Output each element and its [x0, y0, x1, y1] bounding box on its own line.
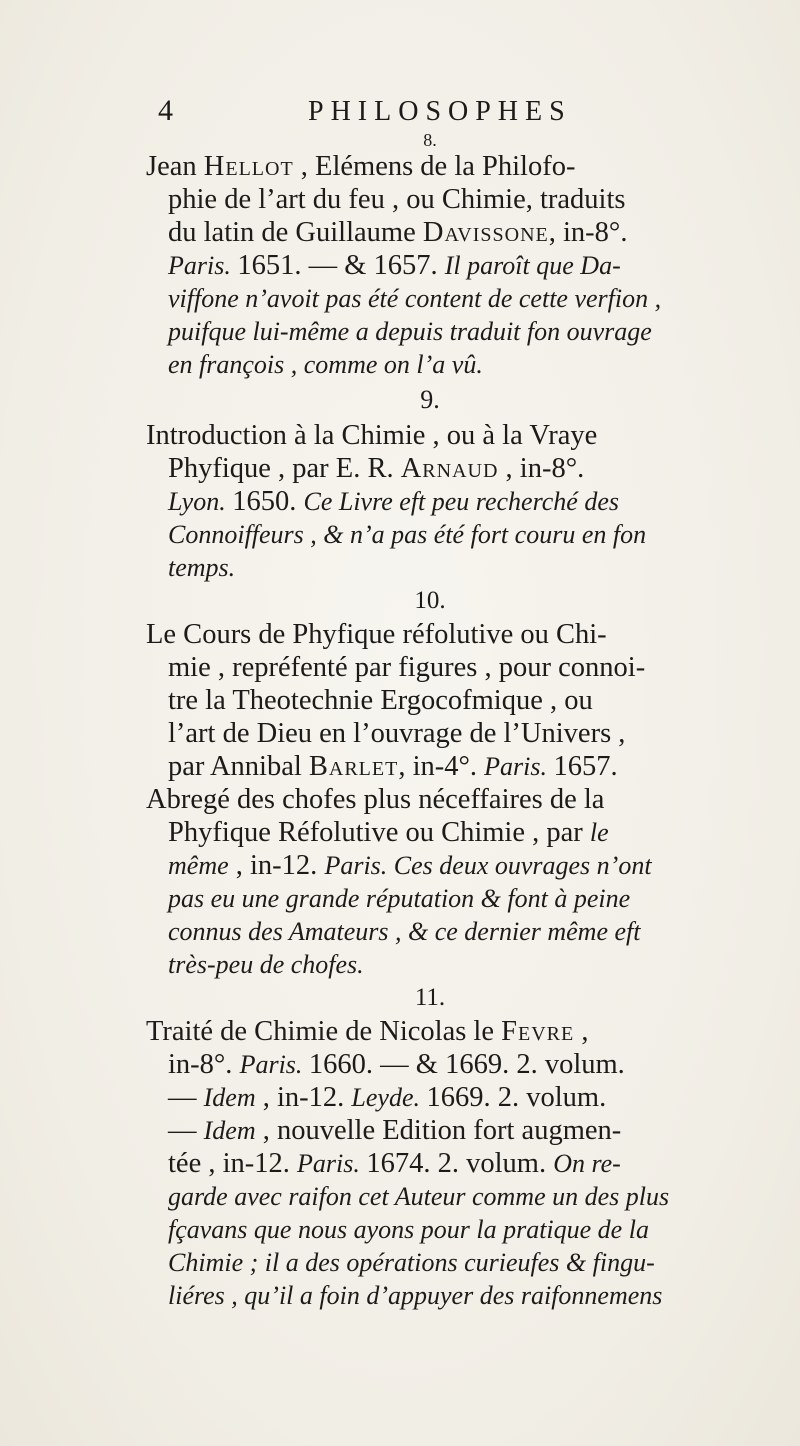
text-run: Abregé des chofes plus néceffaires de la [146, 784, 605, 815]
entry-line [168, 750, 794, 783]
entry-line [168, 684, 794, 717]
italic-text: Connoiffeurs , & n’a pas été fort couru en fon [168, 520, 647, 549]
italic-text: en françois , comme on l’a vû. [168, 350, 483, 379]
text-run: , in-8°. [548, 217, 628, 248]
entry-line [168, 282, 794, 315]
text-run: Phyfique , par E. R. [168, 453, 401, 484]
entry-line [168, 1180, 794, 1213]
italic-text: liéres , qu’il a foin d’appuyer des raifonnemens [168, 1281, 663, 1310]
italic-text: Paris. [168, 251, 238, 280]
entry-line [168, 1081, 794, 1114]
entry-line [168, 1279, 794, 1312]
text-run: , Elémens de la Philofo- [293, 151, 576, 182]
entry-line [146, 150, 794, 183]
entry-line [168, 849, 794, 882]
text-run: l’art de Dieu en l’ouvrage de l’Univers , [168, 718, 626, 749]
italic-text: Idem [203, 1116, 256, 1145]
text-run: , in-4°. [398, 751, 485, 782]
italic-text: temps. [168, 553, 236, 582]
entry-line [146, 783, 794, 816]
entry-line [168, 882, 794, 915]
entry-line [168, 315, 794, 348]
text-run: phie de l’art du feu , ou Chimie, traduits [168, 184, 626, 215]
author-name: Arnaud [400, 453, 499, 484]
italic-text: Chimie ; il a des opérations curieufes & fingu- [168, 1248, 655, 1277]
italic-text: fçavans que nous ayons pour la pratique de la [168, 1215, 649, 1244]
text-run: Traité de Chimie de Nicolas le [146, 1016, 502, 1047]
italic-text: Il paroît que Da- [444, 251, 621, 280]
text-run: du latin de Guillaume [168, 217, 423, 248]
bibliography-entry [146, 150, 794, 381]
text-run: in-8°. [168, 1049, 240, 1080]
entry-line [168, 1048, 794, 1081]
text-run: — [168, 1082, 204, 1113]
italic-text: Paris. [297, 1149, 367, 1178]
italic-text: Paris. [239, 1050, 309, 1079]
entry-line [146, 618, 794, 651]
italic-text: même [168, 851, 229, 880]
entry-line [168, 183, 794, 216]
entry-line [168, 816, 794, 849]
text-run: 1660. — & 1669. 2. volum. [308, 1049, 625, 1080]
italic-text: Paris. [484, 752, 554, 781]
entry-line [168, 485, 794, 518]
entry-line [168, 518, 794, 551]
italic-text: le [589, 818, 609, 847]
bibliography-entry [146, 1015, 794, 1312]
entry-number: 9. [420, 385, 440, 414]
text-run: Jean [146, 151, 204, 182]
italic-text: pas eu une grande réputation & font à peine [168, 884, 631, 913]
text-run: mie , repréfenté par figures , pour connoi- [168, 652, 646, 683]
text-run: Le Cours de Phyfique réfolutive ou Chi- [146, 619, 607, 650]
author-name: Davissone [422, 217, 549, 248]
entry-line [168, 216, 794, 249]
text-run: 1650. [232, 486, 304, 517]
italic-text: Lyon. [168, 487, 233, 516]
entry-line [168, 651, 794, 684]
italic-text: très-peu de chofes. [168, 950, 364, 979]
author-name: Hellot [203, 151, 294, 182]
italic-text: Ce Livre eft peu recherché des [303, 487, 619, 516]
italic-text: Idem [203, 1083, 256, 1112]
page-header [0, 94, 800, 134]
author-name: Fevre [501, 1016, 575, 1047]
text-run: , nouvelle Edition fort augmen- [255, 1115, 622, 1146]
italic-text: Leyde. [351, 1083, 427, 1112]
author-name: Barlet [308, 751, 399, 782]
text-run: , in-12. [255, 1082, 352, 1113]
entry-number: 10. [414, 587, 446, 614]
text-run: , in-12. [228, 850, 325, 881]
entry-line [146, 1015, 794, 1048]
entry-number: 11. [414, 984, 446, 1011]
entry-line [168, 948, 794, 981]
entry-line [168, 1246, 794, 1279]
italic-text: viffone n’avoit pas été content de cette verfion , [168, 284, 662, 313]
entry-line [168, 249, 794, 282]
entry-line [168, 452, 794, 485]
bibliography-text [146, 130, 794, 1312]
text-run: — [168, 1115, 204, 1146]
entry-line [146, 419, 794, 452]
entry-line [168, 1147, 794, 1180]
page-number: 4 [158, 94, 173, 127]
text-run: , in-8°. [498, 453, 585, 484]
running-title: PHILOSOPHES [308, 96, 572, 127]
bibliography-entry [146, 618, 794, 981]
text-run: 1657. [553, 751, 618, 782]
text-run: par Annibal [168, 751, 309, 782]
text-run: tée , in-12. [168, 1148, 298, 1179]
entry-line [168, 915, 794, 948]
text-run: 1651. — & 1657. [237, 250, 445, 281]
text-run: Introduction à la Chimie , ou à la Vraye [146, 420, 598, 451]
entry-line [168, 1114, 794, 1147]
italic-text: On re- [553, 1149, 621, 1178]
text-run: 1674. 2. volum. [366, 1148, 554, 1179]
italic-text: garde avec raifon cet Auteur comme un des plus [168, 1182, 670, 1211]
entry-line [168, 348, 794, 381]
text-run: , [574, 1016, 589, 1047]
entry-number: 8. [423, 130, 437, 150]
text-run: tre la Theotechnie Ergocofmique , ou [168, 685, 593, 716]
italic-text: puifque lui-même a depuis traduit fon ouvrage [168, 317, 652, 346]
entry-line [168, 717, 794, 750]
text-run: Phyfique Réfolutive ou Chimie , par [168, 817, 590, 848]
text-run: 1669. 2. volum. [426, 1082, 607, 1113]
italic-text: Paris. Ces deux ouvrages n’ont [324, 851, 652, 880]
bibliography-entry [146, 419, 794, 584]
italic-text: connus des Amateurs , & ce dernier même eft [168, 917, 641, 946]
entry-line [168, 551, 794, 584]
entry-line [168, 1213, 794, 1246]
